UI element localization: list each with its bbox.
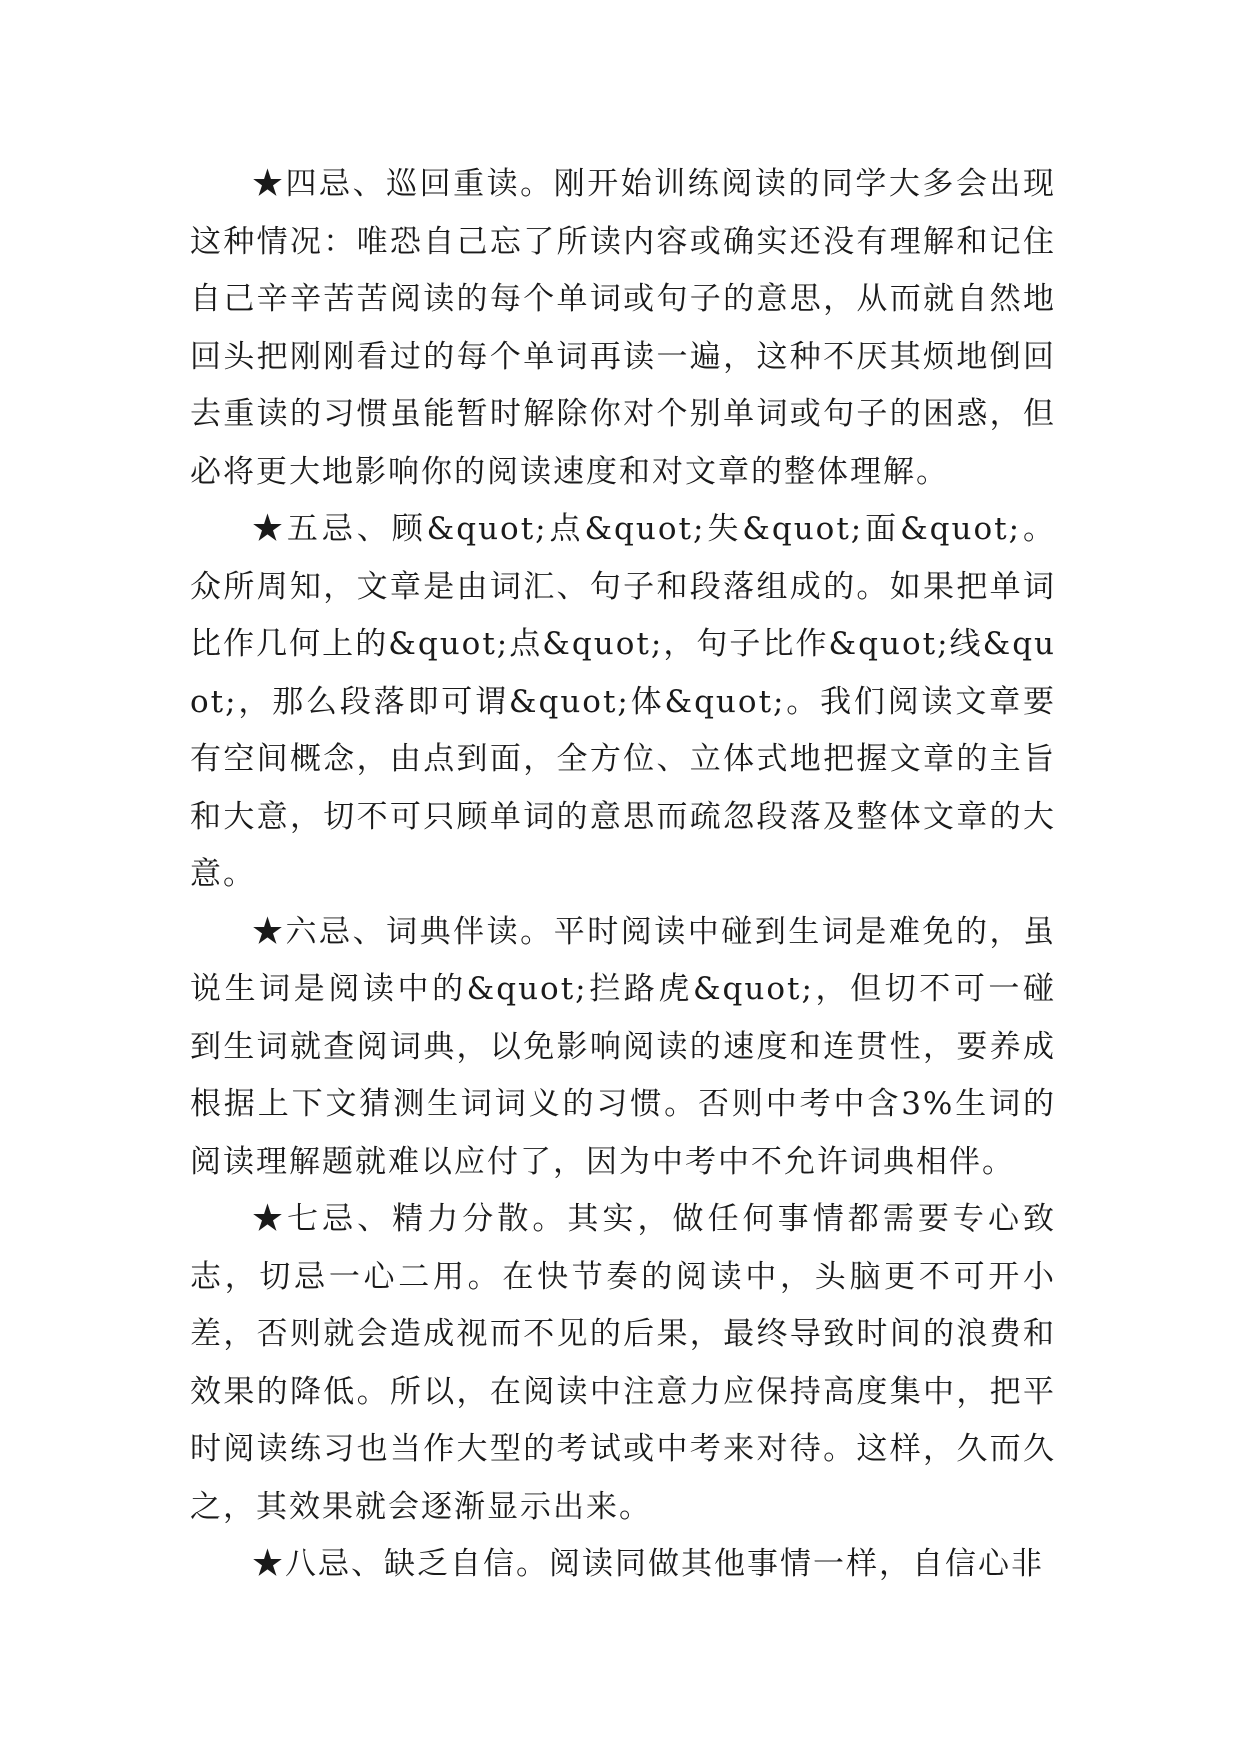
paragraph-rereading: ★四忌、巡回重读。刚开始训练阅读的同学大多会出现这种情况：唯恐自己忘了所读内容或确实还没有理解和记住自己辛辛苦苦阅读的每个单词或句子的意思，从而就自然地回头把刚刚看过的每个单词再读一遍，这种不厌其烦地倒回去重读的习惯虽能暂时解除你对个别单词或句子的困惑，但必将更大地影响你的阅读速度和对文章的整体理解。: [190, 166, 1056, 490]
paragraph-distraction: ★七忌、精力分散。其实，做任何事情都需要专心致志，切忌一心二用。在快节奏的阅读中，头脑更不可开小差，否则就会造成视而不见的后果，最终导致时间的浪费和效果的降低。所以，在阅读中注意力应保持高度集中，把平时阅读练习也当作大型的考试或中考来对待。这样，久而久之，其效果就会逐渐显示出来。: [190, 1201, 1056, 1525]
paragraph-dictionary: ★六忌、词典伴读。平时阅读中碰到生词是难免的，虽说生词是阅读中的&quot;拦路虎&quot;，但切不可一碰到生词就查阅词典，以免影响阅读的速度和连贯性，要养成根据上下文猜测生词词义的习惯。否则中考中含3%生词的阅读理解题就难以应付了，因为中考中不允许词典相伴。: [190, 913, 1056, 1180]
paragraph-confidence: ★八忌、缺乏自信。阅读同做其他事情一样，自信心非: [252, 1546, 1044, 1582]
document-body: [190, 156, 1056, 1594]
paragraph-point-vs-whole: ★五忌、顾&quot;点&quot;失&quot;面&quot;。众所周知，文章是由词汇、句子和段落组成的。如果把单词比作几何上的&quot;点&quot;，句子比作&quot;线&quot;，那么段落即可谓&quot;体&quot;。我们阅读文章要有空间概念，由点到面，全方位、立体式地把握文章的主旨和大意，切不可只顾单词的意思而疏忽段落及整体文章的大意。: [190, 511, 1056, 892]
